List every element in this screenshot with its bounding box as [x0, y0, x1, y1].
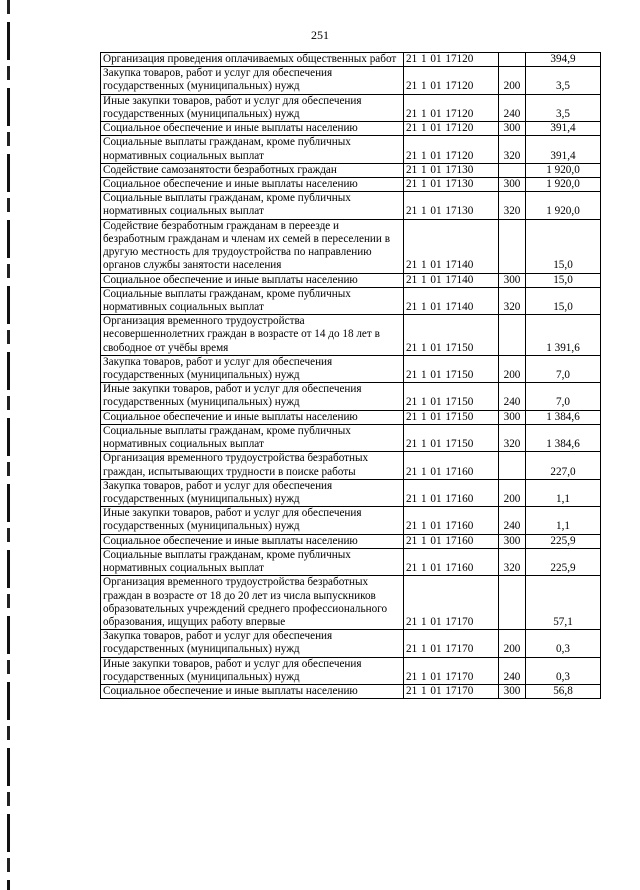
table-row: [101, 315, 601, 356]
table-row: [101, 287, 601, 314]
row-amount-cell: 225,9: [526, 534, 601, 548]
row-expense-type-cell: [499, 53, 526, 67]
row-amount-cell: 391,4: [526, 136, 601, 163]
row-name-cell: Организация временного трудоустройства безработных граждан в возрасте от 18 до 20 лет из числа выпускников образовательных учреждений среднего профессионального образования, ищущих работу впервые: [101, 576, 404, 630]
table-row: [101, 548, 601, 575]
row-code-cell: 21 1 01 17170: [404, 630, 499, 657]
row-name-cell: Закупка товаров, работ и услуг для обеспечения государственных (муниципальных) нужд: [101, 67, 404, 94]
row-amount-cell: 15,0: [526, 287, 601, 314]
row-code-cell: 21 1 01 17150: [404, 315, 499, 356]
row-name-cell: Социальное обеспечение и иные выплаты населению: [101, 410, 404, 424]
row-expense-type-cell: 200: [499, 355, 526, 382]
row-code-cell: 21 1 01 17140: [404, 287, 499, 314]
row-name-cell: Социальное обеспечение и иные выплаты населению: [101, 122, 404, 136]
row-amount-cell: 227,0: [526, 452, 601, 479]
table-row: [101, 163, 601, 177]
row-expense-type-cell: 320: [499, 424, 526, 451]
table-row: [101, 122, 601, 136]
row-code-cell: 21 1 01 17160: [404, 452, 499, 479]
row-name-cell: Содействие самозанятости безработных граждан: [101, 163, 404, 177]
row-name-cell: Социальное обеспечение и иные выплаты населению: [101, 534, 404, 548]
row-amount-cell: 391,4: [526, 122, 601, 136]
row-amount-cell: 7,0: [526, 383, 601, 410]
row-expense-type-cell: 300: [499, 273, 526, 287]
row-name-cell: Социальное обеспечение и иные выплаты населению: [101, 177, 404, 191]
row-name-cell: Закупка товаров, работ и услуг для обеспечения государственных (муниципальных) нужд: [101, 630, 404, 657]
row-code-cell: 21 1 01 17160: [404, 507, 499, 534]
scan-edge-mark: [7, 0, 10, 890]
table-row: [101, 355, 601, 382]
row-amount-cell: 57,1: [526, 576, 601, 630]
row-code-cell: 21 1 01 17140: [404, 273, 499, 287]
row-code-cell: 21 1 01 17120: [404, 94, 499, 121]
row-code-cell: 21 1 01 17160: [404, 534, 499, 548]
row-code-cell: 21 1 01 17150: [404, 424, 499, 451]
row-amount-cell: 1,1: [526, 507, 601, 534]
table-row: [101, 273, 601, 287]
row-expense-type-cell: 300: [499, 177, 526, 191]
row-code-cell: 21 1 01 17120: [404, 53, 499, 67]
row-code-cell: 21 1 01 17170: [404, 685, 499, 699]
table-row: [101, 657, 601, 684]
row-code-cell: 21 1 01 17120: [404, 122, 499, 136]
row-amount-cell: 1 920,0: [526, 192, 601, 219]
row-expense-type-cell: 320: [499, 548, 526, 575]
table-row: [101, 136, 601, 163]
row-name-cell: Организация временного трудоустройства безработных граждан, испытывающих трудности в поиске работы: [101, 452, 404, 479]
row-name-cell: Иные закупки товаров, работ и услуг для обеспечения государственных (муниципальных) нужд: [101, 507, 404, 534]
row-name-cell: Социальные выплаты гражданам, кроме публичных нормативных социальных выплат: [101, 424, 404, 451]
row-name-cell: Иные закупки товаров, работ и услуг для обеспечения государственных (муниципальных) нужд: [101, 383, 404, 410]
row-amount-cell: 0,3: [526, 630, 601, 657]
row-amount-cell: 7,0: [526, 355, 601, 382]
budget-table-body: [101, 53, 601, 699]
row-expense-type-cell: 300: [499, 685, 526, 699]
row-amount-cell: 15,0: [526, 273, 601, 287]
row-name-cell: Социальные выплаты гражданам, кроме публичных нормативных социальных выплат: [101, 136, 404, 163]
row-amount-cell: 3,5: [526, 67, 601, 94]
row-amount-cell: 56,8: [526, 685, 601, 699]
row-name-cell: Иные закупки товаров, работ и услуг для обеспечения государственных (муниципальных) нужд: [101, 94, 404, 121]
row-amount-cell: 1 384,6: [526, 410, 601, 424]
page-number: 251: [311, 28, 329, 42]
table-row: [101, 424, 601, 451]
row-code-cell: 21 1 01 17160: [404, 479, 499, 506]
row-amount-cell: 225,9: [526, 548, 601, 575]
row-expense-type-cell: 320: [499, 136, 526, 163]
table-row: [101, 383, 601, 410]
row-expense-type-cell: 240: [499, 383, 526, 410]
table-row: [101, 685, 601, 699]
row-name-cell: Социальное обеспечение и иные выплаты населению: [101, 685, 404, 699]
row-name-cell: Иные закупки товаров, работ и услуг для обеспечения государственных (муниципальных) нужд: [101, 657, 404, 684]
table-row: [101, 177, 601, 191]
table-row: [101, 219, 601, 273]
row-code-cell: 21 1 01 17120: [404, 67, 499, 94]
row-amount-cell: 15,0: [526, 219, 601, 273]
row-code-cell: 21 1 01 17120: [404, 136, 499, 163]
row-amount-cell: 0,3: [526, 657, 601, 684]
row-amount-cell: 1 384,6: [526, 424, 601, 451]
row-code-cell: 21 1 01 17150: [404, 383, 499, 410]
row-expense-type-cell: 240: [499, 507, 526, 534]
row-code-cell: 21 1 01 17170: [404, 657, 499, 684]
row-expense-type-cell: 320: [499, 287, 526, 314]
row-expense-type-cell: 200: [499, 479, 526, 506]
row-expense-type-cell: 320: [499, 192, 526, 219]
row-amount-cell: 3,5: [526, 94, 601, 121]
row-name-cell: Организация проведения оплачиваемых общественных работ: [101, 53, 404, 67]
row-expense-type-cell: 300: [499, 122, 526, 136]
table-row: [101, 192, 601, 219]
budget-table: [100, 52, 601, 699]
row-code-cell: 21 1 01 17130: [404, 163, 499, 177]
row-expense-type-cell: [499, 219, 526, 273]
table-row: [101, 479, 601, 506]
row-name-cell: Закупка товаров, работ и услуг для обеспечения государственных (муниципальных) нужд: [101, 479, 404, 506]
row-amount-cell: 1 391,6: [526, 315, 601, 356]
table-row: [101, 507, 601, 534]
row-name-cell: Содействие безработным гражданам в переезде и безработным гражданам и членам их семей в переселении в другую местность для трудоустройства по направлению органов службы занятости населения: [101, 219, 404, 273]
row-expense-type-cell: 240: [499, 657, 526, 684]
table-row: [101, 53, 601, 67]
row-code-cell: 21 1 01 17160: [404, 548, 499, 575]
row-code-cell: 21 1 01 17130: [404, 177, 499, 191]
row-name-cell: Социальное обеспечение и иные выплаты населению: [101, 273, 404, 287]
row-expense-type-cell: [499, 163, 526, 177]
row-expense-type-cell: 240: [499, 94, 526, 121]
row-amount-cell: 1 920,0: [526, 177, 601, 191]
table-row: [101, 576, 601, 630]
row-expense-type-cell: [499, 576, 526, 630]
row-expense-type-cell: 200: [499, 630, 526, 657]
row-name-cell: Социальные выплаты гражданам, кроме публичных нормативных социальных выплат: [101, 548, 404, 575]
row-name-cell: Социальные выплаты гражданам, кроме публичных нормативных социальных выплат: [101, 192, 404, 219]
row-code-cell: 21 1 01 17150: [404, 410, 499, 424]
table-row: [101, 630, 601, 657]
table-row: [101, 534, 601, 548]
row-name-cell: Организация временного трудоустройства несовершеннолетних граждан в возрасте от 14 до 18 лет в свободное от учёбы время: [101, 315, 404, 356]
row-expense-type-cell: [499, 452, 526, 479]
row-expense-type-cell: 300: [499, 534, 526, 548]
row-expense-type-cell: [499, 315, 526, 356]
row-expense-type-cell: 200: [499, 67, 526, 94]
table-row: [101, 67, 601, 94]
row-amount-cell: 1,1: [526, 479, 601, 506]
row-code-cell: 21 1 01 17150: [404, 355, 499, 382]
row-code-cell: 21 1 01 17140: [404, 219, 499, 273]
row-name-cell: Закупка товаров, работ и услуг для обеспечения государственных (муниципальных) нужд: [101, 355, 404, 382]
table-row: [101, 94, 601, 121]
row-amount-cell: 394,9: [526, 53, 601, 67]
row-code-cell: 21 1 01 17130: [404, 192, 499, 219]
row-name-cell: Социальные выплаты гражданам, кроме публичных нормативных социальных выплат: [101, 287, 404, 314]
table-row: [101, 452, 601, 479]
table-row: [101, 410, 601, 424]
row-expense-type-cell: 300: [499, 410, 526, 424]
row-amount-cell: 1 920,0: [526, 163, 601, 177]
row-code-cell: 21 1 01 17170: [404, 576, 499, 630]
